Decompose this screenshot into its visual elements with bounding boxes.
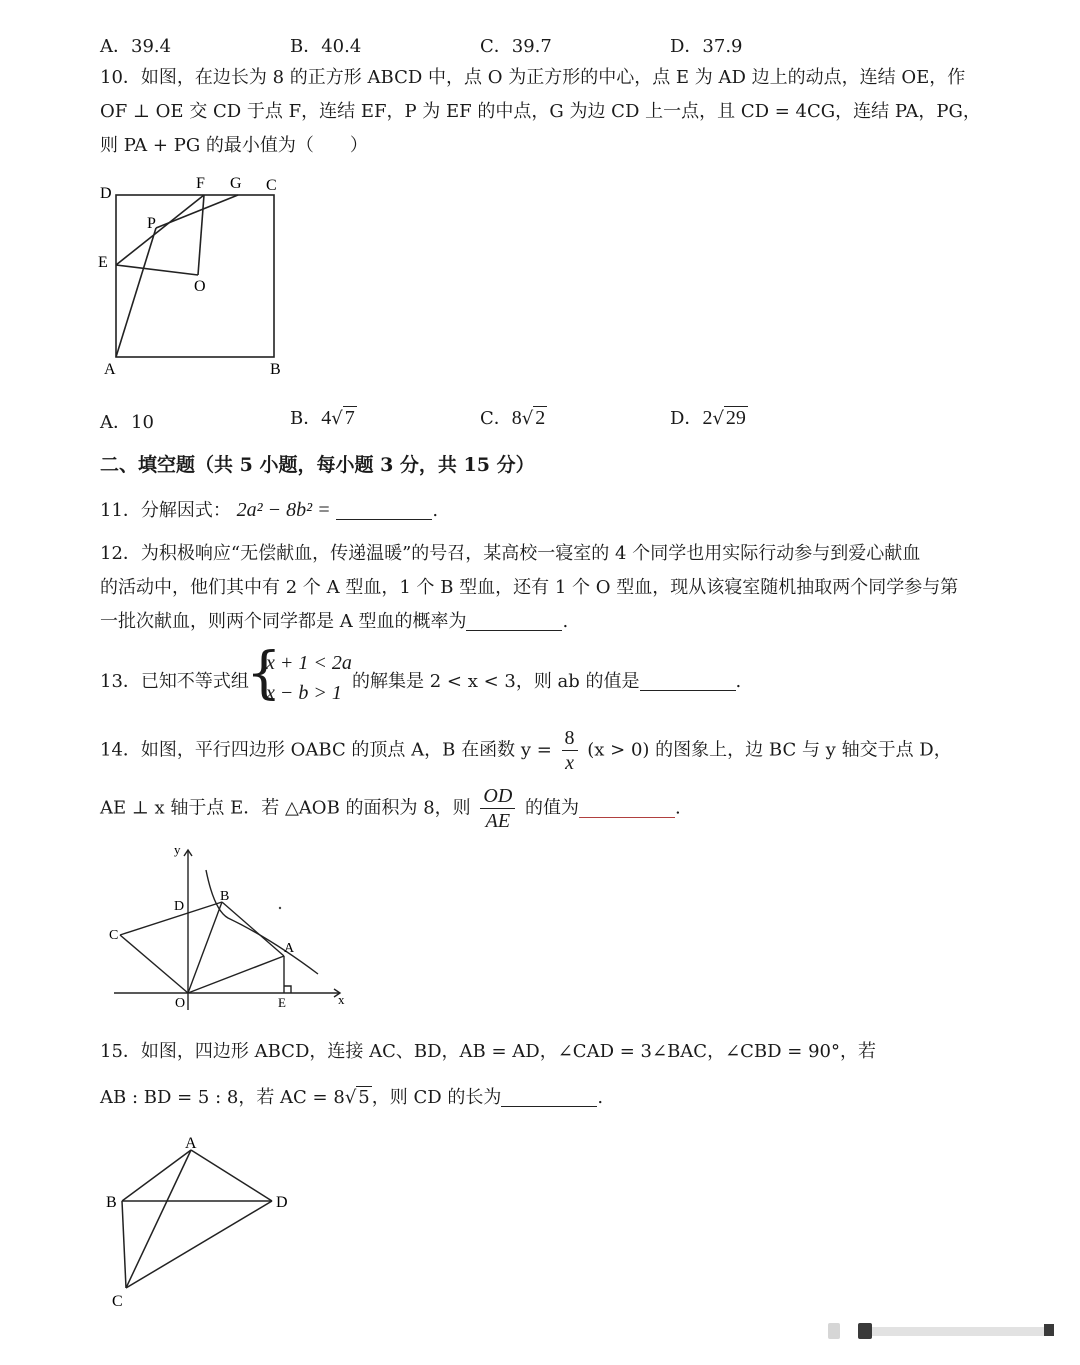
q10-square-figure — [90, 170, 320, 385]
q13-prefix: 13．已知不等式组 — [100, 671, 249, 692]
q15-end: . — [597, 1087, 604, 1108]
q10-label-g: G — [230, 175, 242, 192]
q10-label-e: E — [98, 254, 108, 271]
q14-coordinate-figure — [100, 840, 360, 1020]
q10-line-3: 则 PA + PG 的最小值为（ ） — [100, 135, 368, 156]
q11-text: 11．分解因式： — [100, 500, 231, 521]
q14-label-y: y — [174, 842, 181, 857]
q12-line-1: 12．为积极响应“无偿献血，传递温暖”的号召，某高校一寝室的 4 个同学也用实际行动参与到爱心献血 — [100, 543, 921, 564]
q14-line-2-prefix: AE ⊥ x 轴于点 E．若 △AOB 的面积为 8，则 — [100, 797, 471, 819]
q11-end: . — [432, 500, 439, 521]
q14-fraction-denominator: x — [565, 752, 574, 774]
q14-answer-blank[interactable] — [579, 797, 675, 818]
q12-line-2: 的活动中，他们其中有 2 个 A 型血，1 个 B 型血，还有 1 个 O 型血，现从该寝室随机抽取两个同学参与第 — [100, 577, 959, 598]
q9-option-b: B．40.4 — [290, 36, 362, 57]
q10-option-d-radicand: 29 — [725, 407, 746, 429]
q13-answer-blank[interactable] — [640, 670, 736, 691]
q14-prefix: 14．如图，平行四边形 OABC 的顶点 A，B 在函数 y = — [100, 739, 552, 761]
q15-label-a: A — [185, 1135, 197, 1152]
q14-label-a: A — [284, 941, 295, 956]
q11-line — [100, 496, 438, 525]
q10-label-p: P — [147, 215, 156, 232]
q15-answer-blank[interactable] — [501, 1086, 597, 1107]
q9-option-d: D．37.9 — [670, 36, 743, 57]
q12-line-3 — [100, 608, 568, 636]
q14-label-o: O — [175, 996, 186, 1011]
q10-option-d-coef: 2 — [702, 407, 713, 429]
q14-fraction-numerator: 8 — [562, 726, 578, 751]
q14-ratio-numerator: OD — [480, 784, 515, 809]
q14-suffix: (x > 0) 的图象上，边 BC 与 y 轴交于点 D， — [587, 739, 952, 761]
q10-option-c-radicand: 2 — [535, 407, 546, 429]
q10-label-d: D — [100, 185, 112, 202]
q15-line-2: AB : BD = 5 : 8，若 AC = 8√ 5 ，则 CD 的长为 . — [100, 1087, 604, 1108]
q10-label-a: A — [104, 361, 116, 378]
left-brace-icon: { — [246, 641, 282, 706]
q10-line-2: OF ⊥ OE 交 CD 于点 F，连结 EF，P 为 EF 的中点，G 为边 CD 上一点，且 CD = 4CG，连结 PA，PG， — [100, 101, 981, 122]
q10-label-c: C — [266, 177, 277, 194]
q10-option-c-coef: 8 — [511, 407, 522, 429]
q10-label-f: F — [196, 175, 205, 192]
q15-quadrilateral-figure — [96, 1128, 306, 1313]
q10-option-a: A．10 — [100, 412, 154, 433]
q15-line-2-suffix: ，则 CD 的长为 — [371, 1087, 502, 1108]
q14-end: . — [675, 797, 681, 819]
q14-line-2-suffix: 的值为 — [525, 797, 580, 819]
q10-line-1: 10．如图，在边长为 8 的正方形 ABCD 中，点 O 为正方形的中心，点 E 为 AD 边上的动点，连结 OE，作 — [100, 67, 966, 88]
q13-system — [266, 648, 352, 708]
q9-option-c: C．39.7 — [480, 36, 552, 57]
q15-label-b: B — [106, 1194, 117, 1211]
q13-middle: 的解集是 2 < x < 3，则 ab 的值是 — [352, 671, 640, 692]
q13-rest — [352, 668, 741, 696]
q12-end: . — [562, 611, 569, 632]
q10-option-d-prefix: D． — [670, 408, 703, 429]
q14-label-e: E — [278, 995, 286, 1010]
q14-line-1 — [100, 726, 952, 775]
q12-answer-blank[interactable] — [466, 610, 562, 631]
q14-ratio-fraction — [480, 784, 515, 833]
q10-option-c: C．8√ 2 — [480, 407, 546, 429]
q15-radicand: 5 — [358, 1087, 370, 1108]
q10-label-o: O — [194, 278, 206, 295]
q10-option-b: B．4√ 7 — [290, 407, 355, 429]
q12-line-3-text: 一批次献血，则两个同学都是 A 型血的概率为 — [100, 611, 467, 632]
q14-function-fraction — [562, 726, 578, 775]
q10-option-d: D．2√ 29 — [670, 407, 746, 429]
q10-option-b-prefix: B． — [290, 408, 322, 429]
q9-option-a: A．39.4 — [100, 36, 172, 57]
scrollbar-thumb-icon — [808, 1322, 1058, 1340]
q13-inequality-2: x − b > 1 — [266, 682, 342, 704]
q13-inequality-1: x + 1 < 2a — [266, 652, 352, 674]
section-2-heading: 二、填空题（共 5 小题，每小题 3 分，共 15 分） — [100, 454, 535, 476]
q15-label-d: D — [276, 1194, 288, 1211]
q14-line-2 — [100, 784, 681, 833]
q11-expression: 2a² − 8b² = — [236, 499, 331, 521]
q14-label-x: x — [338, 992, 345, 1007]
q15-line-1: 15．如图，四边形 ABCD，连接 AC、BD，AB = AD，∠CAD = 3∠BAC，∠CBD = 90°，若 — [100, 1041, 877, 1062]
scrollbar-thumb[interactable] — [808, 1322, 1058, 1340]
q14-label-c: C — [109, 928, 119, 943]
q14-ratio-denominator: AE — [485, 810, 511, 832]
q10-option-b-coef: 4 — [321, 407, 332, 429]
q15-label-c: C — [112, 1293, 123, 1310]
q13-end: . — [735, 671, 742, 692]
q15-line-2-prefix: AB : BD = 5 : 8，若 AC = 8 — [100, 1087, 345, 1108]
q10-option-c-prefix: C． — [480, 408, 512, 429]
q10-option-b-radicand: 7 — [344, 407, 355, 429]
q14-label-b: B — [220, 889, 230, 904]
q10-label-b: B — [270, 361, 281, 378]
q11-answer-blank[interactable] — [336, 499, 432, 520]
q14-label-d: D — [174, 899, 185, 914]
